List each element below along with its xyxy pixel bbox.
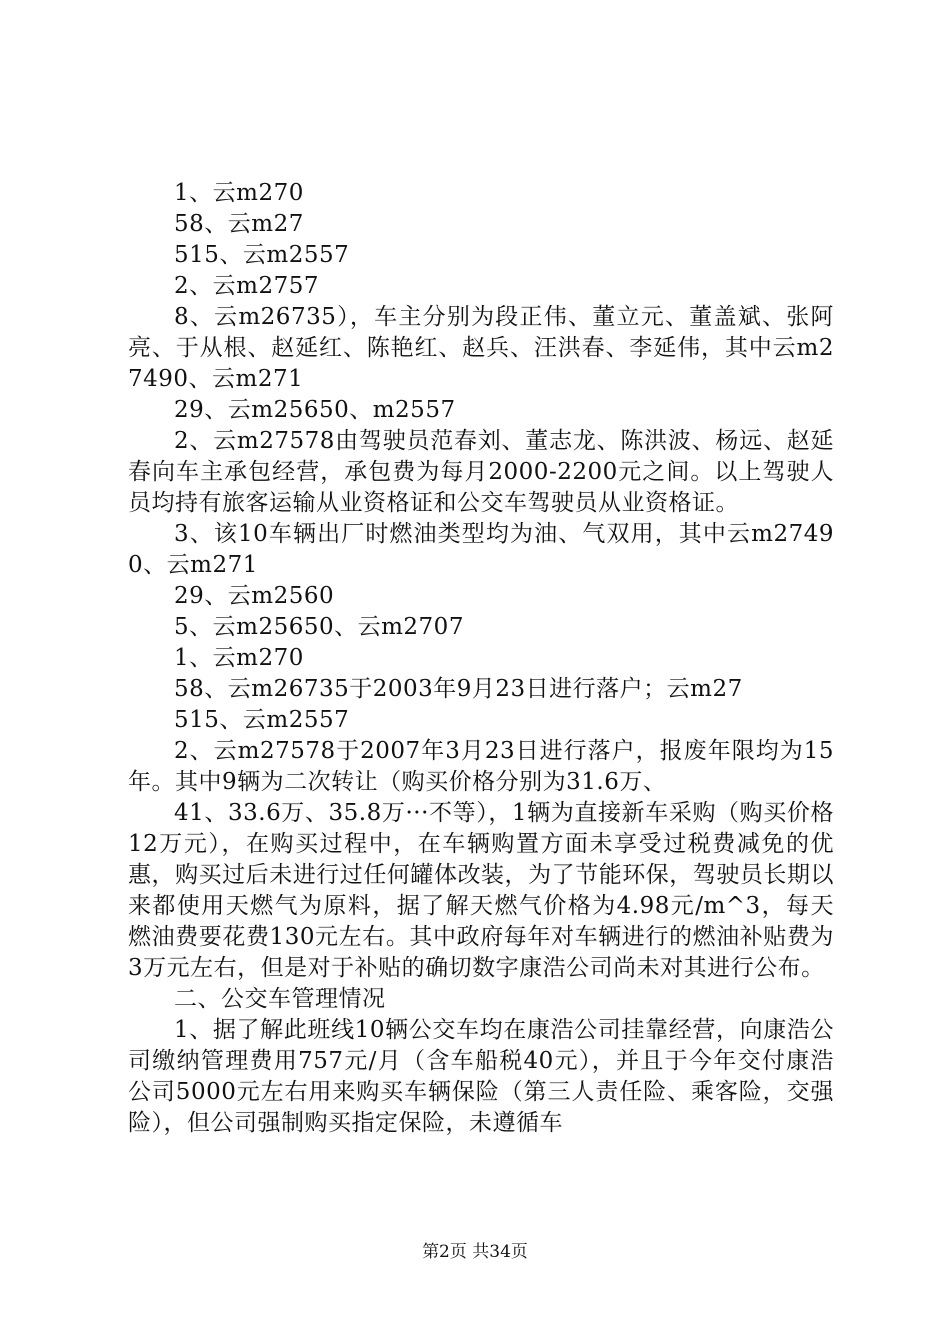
section-heading: 二、公交车管理情况 — [174, 986, 386, 1012]
document-body — [128, 178, 834, 1139]
paragraph-5: 8、云m26735），车主分别为段正伟、董立元、董盖斌、张阿亮、于从根、赵延红、陈艳红、赵兵、汪洪春、李延伟，其中云m27490、云m271 — [128, 304, 834, 392]
paragraph-9: 29、云m2560 — [174, 583, 335, 609]
paragraph-10: 5、云m25650、云m2707 — [174, 614, 464, 640]
paragraph-15: 41、33.6万、35.8万···不等），1辆为直接新车采购（购买价格12万元），在购买过程中，在车辆购置方面未享受过税费减免的优惠，购买过后未进行过任何罐体改装，为了节能环保，驾驶员长期以来都使用天燃气为原料，据了解天燃气价格为4.98元/m^3，每天燃油费要花费130元左右。其中政府每年对车辆进行的燃油补贴费为3万元左右，但是对于补贴的确切数字康浩公司尚未对其进行公布。 — [128, 800, 834, 981]
paragraph-6: 29、云m25650、m2557 — [174, 397, 456, 423]
paragraph-8: 3、该10车辆出厂时燃油类型均为油、气双用，其中云m27490、云m271 — [128, 521, 834, 578]
paragraph-4: 2、云m2757 — [174, 273, 319, 299]
paragraph-1: 1、云m270 — [174, 180, 304, 206]
page-number-footer: 第2页 共34页 — [422, 1242, 528, 1262]
paragraph-2: 58、云m27 — [174, 211, 304, 237]
paragraph-3: 515、云m2557 — [174, 242, 350, 268]
paragraph-7: 2、云m27578由驾驶员范春刘、董志龙、陈洪波、杨远、赵延春向车主承包经营，承包费为每月2000-2200元之间。以上驾驶人员均持有旅客运输从业资格证和公交车驾驶员从业资格证。 — [128, 428, 834, 516]
paragraph-14: 2、云m27578于2007年3月23日进行落户，报废年限均为15年。其中9辆为二次转让（购买价格分别为31.6万、 — [128, 738, 834, 795]
paragraph-12: 58、云m26735于2003年9月23日进行落户；云m27 — [174, 676, 743, 702]
paragraph-13: 515、云m2557 — [174, 707, 350, 733]
paragraph-11: 1、云m270 — [174, 645, 304, 671]
paragraph-17: 1、据了解此班线10辆公交车均在康浩公司挂靠经营，向康浩公司缴纳管理费用757元/月（含车船税40元），并且于今年交付康浩公司5000元左右用来购买车辆保险（第三人责任险、乘客险，交强险），但公司强制购买指定保险，未遵循车 — [128, 1017, 834, 1136]
